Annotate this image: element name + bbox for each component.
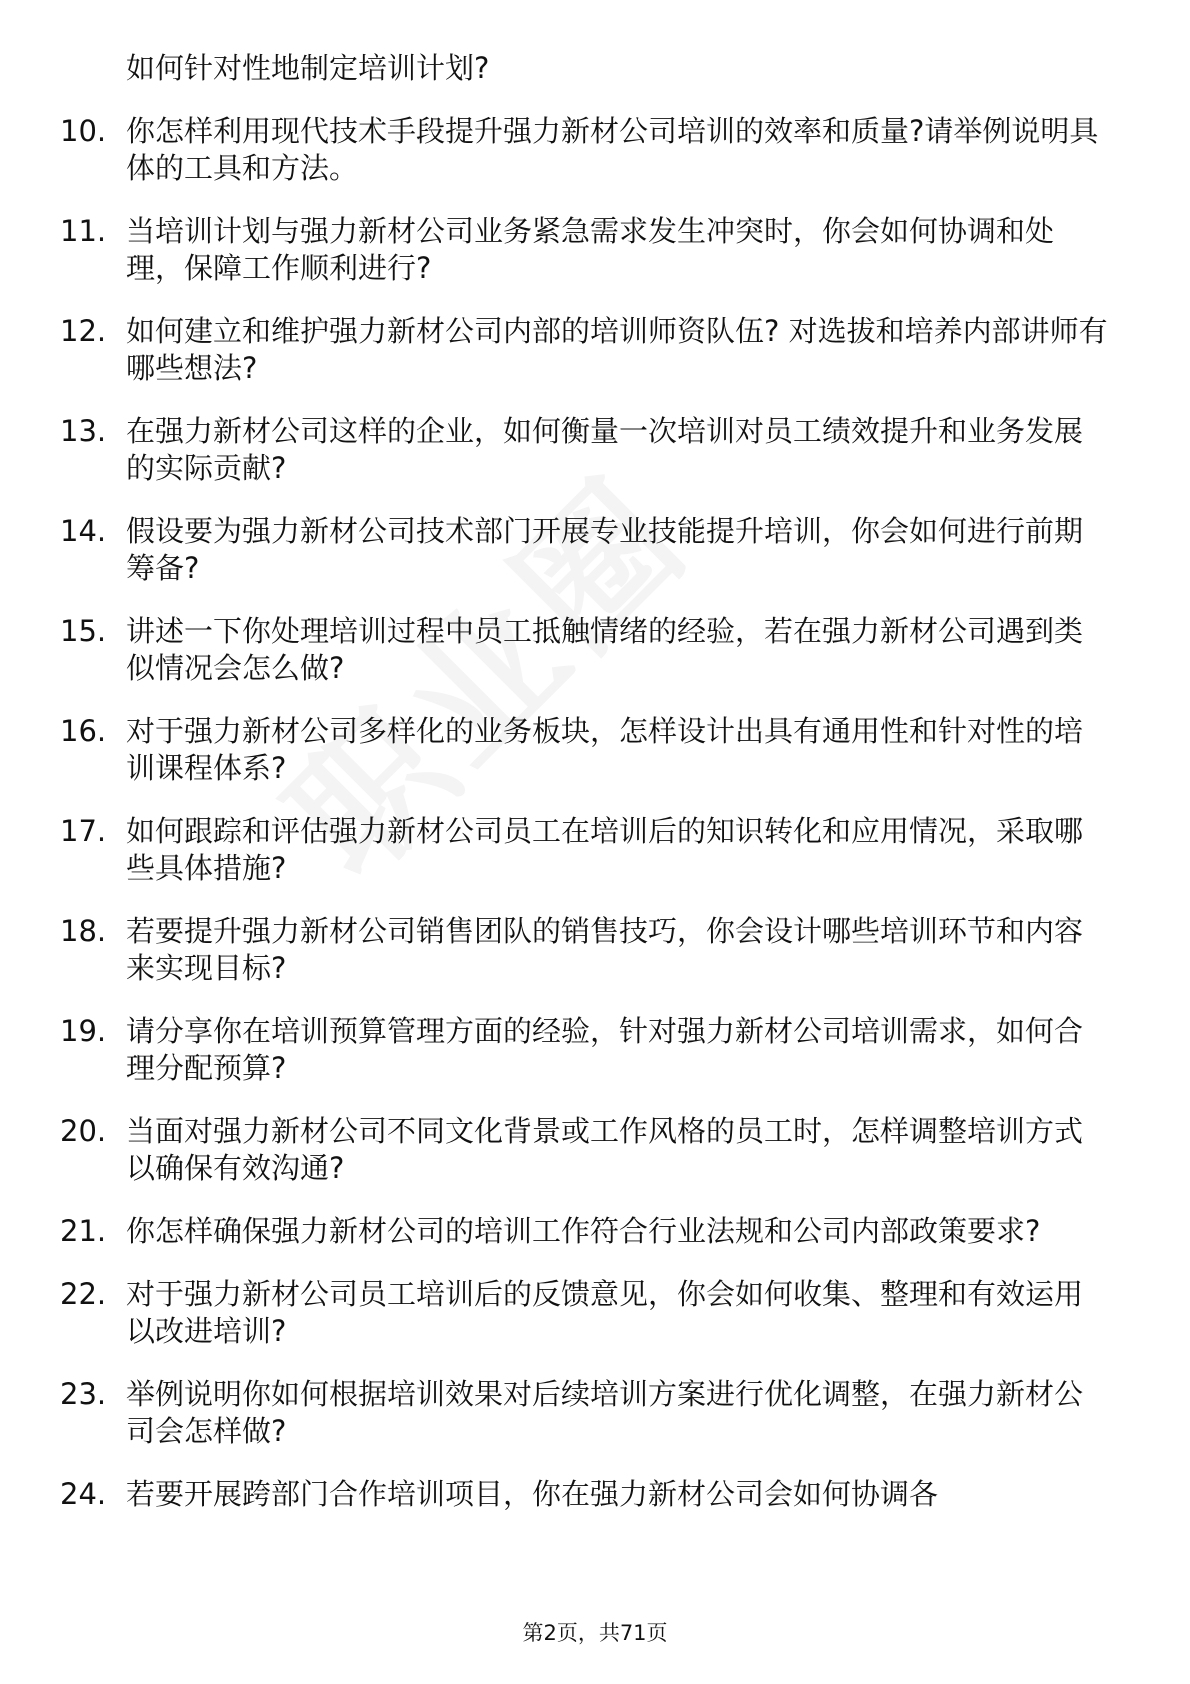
- question-item: [60, 213, 1110, 287]
- question-text: 对于强力新材公司多样化的业务板块，怎样设计出具有通用性和针对性的培训课程体系?: [126, 714, 1084, 785]
- question-item: [60, 913, 1110, 987]
- question-number: 14.: [60, 514, 107, 548]
- question-text: 举例说明你如何根据培训效果对后续培训方案进行优化调整，在强力新材公司会怎样做?: [126, 1377, 1084, 1448]
- question-item: [60, 1276, 1110, 1350]
- question-number: 15.: [60, 614, 107, 648]
- question-text: 请分享你在培训预算管理方面的经验，针对强力新材公司培训需求，如何合理分配预算?: [126, 1014, 1084, 1085]
- question-number: 23.: [60, 1377, 107, 1411]
- question-number: 20.: [60, 1114, 107, 1148]
- question-number: 13.: [60, 414, 107, 448]
- question-item: [60, 513, 1110, 587]
- page-footer: 第2页，共71页: [522, 1621, 668, 1645]
- question-text: 当面对强力新材公司不同文化背景或工作风格的员工时，怎样调整培训方式以确保有效沟通?: [126, 1114, 1084, 1185]
- question-text: 若要提升强力新材公司销售团队的销售技巧，你会设计哪些培训环节和内容来实现目标?: [126, 914, 1084, 985]
- question-number: 11.: [60, 214, 107, 248]
- question-list: [60, 50, 1110, 1539]
- question-number: 16.: [60, 714, 107, 748]
- question-text: 假设要为强力新材公司技术部门开展专业技能提升培训，你会如何进行前期筹备?: [126, 514, 1084, 585]
- question-item: [60, 413, 1110, 487]
- question-text: 你怎样确保强力新材公司的培训工作符合行业法规和公司内部政策要求?: [126, 1214, 1041, 1248]
- question-number: 18.: [60, 914, 107, 948]
- question-number: 12.: [60, 314, 107, 348]
- question-item: [60, 1376, 1110, 1450]
- question-item: [60, 1476, 1110, 1513]
- question-item: [60, 813, 1110, 887]
- question-number: 24.: [60, 1477, 107, 1511]
- question-item: [60, 313, 1110, 387]
- question-text: 对于强力新材公司员工培训后的反馈意见，你会如何收集、整理和有效运用以改进培训?: [126, 1277, 1084, 1348]
- question-text: 如何跟踪和评估强力新材公司员工在培训后的知识转化和应用情况，采取哪些具体措施?: [126, 814, 1084, 885]
- question-text: 当培训计划与强力新材公司业务紧急需求发生冲突时，你会如何协调和处理，保障工作顺利进行?: [126, 214, 1055, 285]
- question-text: 在强力新材公司这样的企业，如何衡量一次培训对员工绩效提升和业务发展的实际贡献?: [126, 414, 1084, 485]
- question-item: [60, 613, 1110, 687]
- question-number: 22.: [60, 1277, 107, 1311]
- question-text: 讲述一下你处理培训过程中员工抵触情绪的经验，若在强力新材公司遇到类似情况会怎么做?: [126, 614, 1084, 685]
- question-number: 17.: [60, 814, 107, 848]
- question-number: 21.: [60, 1214, 107, 1248]
- question-number: 19.: [60, 1014, 107, 1048]
- question-item: [60, 1113, 1110, 1187]
- question-number: 10.: [60, 114, 107, 148]
- question-text: 如何建立和维护强力新材公司内部的培训师资队伍? 对选拔和培养内部讲师有哪些想法?: [126, 314, 1108, 385]
- question-text: 若要开展跨部门合作培训项目，你在强力新材公司会如何协调各: [126, 1477, 939, 1511]
- question-text: 你怎样利用现代技术手段提升强力新材公司培训的效率和质量?请举例说明具体的工具和方法。: [126, 114, 1099, 185]
- question-item: [60, 113, 1110, 187]
- question-item: [60, 713, 1110, 787]
- continued-question-text: 如何针对性地制定培训计划?: [126, 51, 490, 85]
- question-item: [60, 1013, 1110, 1087]
- question-item: [60, 1213, 1110, 1250]
